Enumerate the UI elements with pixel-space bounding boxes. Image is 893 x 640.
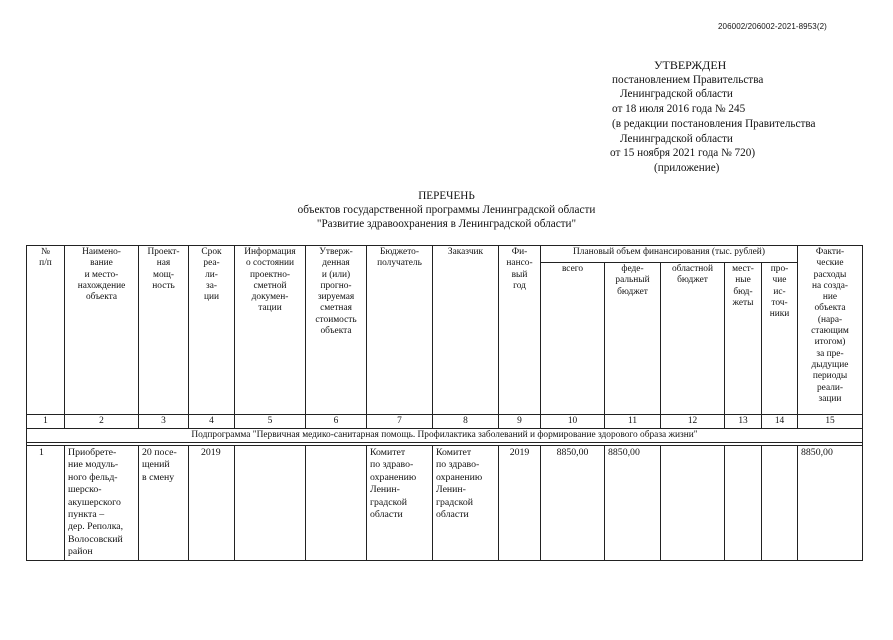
column-number: 2 xyxy=(65,415,139,429)
header-local: мест- ные бюд- жеты xyxy=(725,263,762,415)
column-number: 9 xyxy=(499,415,541,429)
cell-capacity: 20 посе- щений в смену xyxy=(139,446,189,561)
approval-line: (в редакции постановления Правительства xyxy=(612,117,816,130)
document-id: 206002/206002-2021-8953(2) xyxy=(718,22,827,31)
header-term: Срок реа- ли- за- ции xyxy=(189,246,235,415)
column-number: 4 xyxy=(189,415,235,429)
column-number: 6 xyxy=(306,415,367,429)
column-number: 1 xyxy=(27,415,65,429)
header-regional: областной бюджет xyxy=(661,263,725,415)
column-number: 8 xyxy=(433,415,499,429)
header-capacity: Проект- ная мощ- ность xyxy=(139,246,189,415)
approval-line: от 18 июля 2016 года № 245 xyxy=(612,103,746,116)
cell-recipient: Комитет по здраво- охранению Ленин- градской области xyxy=(367,446,433,561)
cell-other xyxy=(762,446,798,561)
header-approved-cost: Утверж- денная и (или) прогно- зируемая сметная стоимость объекта xyxy=(306,246,367,415)
cell-actual-expenses: 8850,00 xyxy=(798,446,863,561)
header-customer: Заказчик xyxy=(433,246,499,415)
approval-line: (приложение) xyxy=(654,161,720,174)
column-number: 15 xyxy=(798,415,863,429)
cell-info xyxy=(235,446,306,561)
document-title: ПЕРЕЧЕНЬ xyxy=(418,190,475,202)
approval-line: Ленинградской области xyxy=(620,88,733,101)
header-actual-expenses: Факти- ческие расходы на созда- ние объекта (нара- стающим итогом) за пре- дыдущие периоды реали- зации xyxy=(798,246,863,415)
approval-line: Ленинградской области xyxy=(620,132,733,145)
cell-name: Приобрете- ние модуль- ного фельд- шерско- акушерского пункта – дер. Реполка, Волосовский район xyxy=(65,446,139,561)
column-number: 5 xyxy=(235,415,306,429)
approval-line: УТВЕРЖДЕН xyxy=(654,58,727,72)
cell-fin-year: 2019 xyxy=(499,446,541,561)
cell-federal: 8850,00 xyxy=(605,446,661,561)
cell-approved-cost xyxy=(306,446,367,561)
document-subtitle: объектов государственной программы Ленинградской области xyxy=(297,204,596,216)
column-number: 7 xyxy=(367,415,433,429)
header-name: Наимено- вание и место- нахождение объекта xyxy=(65,246,139,415)
column-number: 11 xyxy=(605,415,661,429)
header-other: про- чие ис- точ- ники xyxy=(762,263,798,415)
program-name: "Развитие здравоохранения в Ленинградской области" xyxy=(316,218,577,230)
cell-term: 2019 xyxy=(189,446,235,561)
column-number: 12 xyxy=(661,415,725,429)
column-number: 14 xyxy=(762,415,798,429)
cell-local xyxy=(725,446,762,561)
header-planned-financing: Плановый объем финансирования (тыс. рублей) xyxy=(541,246,798,263)
cell-regional xyxy=(661,446,725,561)
header-info: Информация о состоянии проектно- сметной докумен- тации xyxy=(235,246,306,415)
approval-stamp xyxy=(602,58,815,176)
approval-line: от 15 ноября 2021 года № 720) xyxy=(610,147,756,160)
header-fin-year: Фи- нансо- вый год xyxy=(499,246,541,415)
approval-line: постановлением Правительства xyxy=(612,73,764,86)
cell-customer: Комитет по здраво- охранению Ленин- градской области xyxy=(433,446,499,561)
header-recipient: Бюджето- получатель xyxy=(367,246,433,415)
column-number: 10 xyxy=(541,415,605,429)
column-number: 3 xyxy=(139,415,189,429)
cell-total: 8850,00 xyxy=(541,446,605,561)
table-row xyxy=(27,446,863,561)
subprogram-heading: Подпрограмма "Первичная медико-санитарная помощь. Профилактика заболеваний и формирование здорового образа жизни" xyxy=(27,429,863,443)
column-number: 13 xyxy=(725,415,762,429)
header-total: всего xyxy=(541,263,605,415)
cell-num: 1 xyxy=(27,446,65,561)
header-num: № п/п xyxy=(27,246,65,415)
objects-table xyxy=(26,245,863,561)
header-federal: феде- ральный бюджет xyxy=(605,263,661,415)
